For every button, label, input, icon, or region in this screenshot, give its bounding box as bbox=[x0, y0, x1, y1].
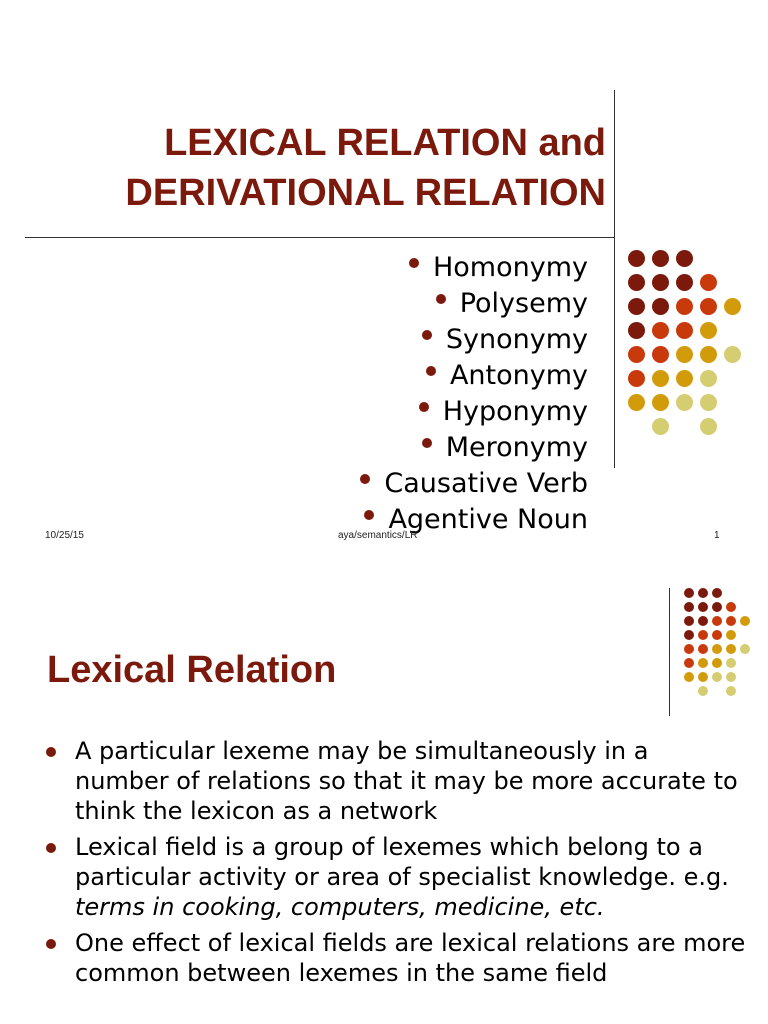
title-divider bbox=[25, 237, 615, 238]
decorative-dot bbox=[676, 274, 693, 291]
decorative-dot bbox=[684, 630, 694, 640]
topic-item: Agentive Noun bbox=[360, 502, 588, 538]
decorative-dot bbox=[652, 322, 669, 339]
decorative-dot bbox=[652, 346, 669, 363]
decorative-dot bbox=[676, 394, 693, 411]
decorative-dot bbox=[676, 346, 693, 363]
decorative-dot bbox=[698, 658, 708, 668]
title-line-2: DERIVATIONAL RELATION bbox=[125, 172, 606, 214]
decorative-dot bbox=[726, 658, 736, 668]
decorative-dot bbox=[684, 616, 694, 626]
decorative-dot bbox=[726, 602, 736, 612]
bullet-icon bbox=[46, 747, 56, 757]
slide-2-title: Lexical Relation bbox=[47, 649, 337, 691]
decorative-dot bbox=[684, 602, 694, 612]
decorative-dot bbox=[700, 394, 717, 411]
decorative-dot bbox=[652, 394, 669, 411]
decorative-dot bbox=[698, 672, 708, 682]
decorative-dot bbox=[724, 346, 741, 363]
decorative-dot bbox=[698, 630, 708, 640]
decorative-dot bbox=[676, 370, 693, 387]
footer-date: 10/25/15 bbox=[45, 530, 84, 541]
decorative-dot bbox=[712, 588, 722, 598]
decorative-dot bbox=[676, 298, 693, 315]
bullet-icon bbox=[436, 294, 446, 304]
bullet-icon bbox=[46, 843, 56, 853]
bullet-point: One effect of lexical fields are lexical relations are more common between lexemes in the same field bbox=[46, 928, 746, 988]
bullet-icon bbox=[426, 366, 436, 376]
title-line-1: LEXICAL RELATION and bbox=[164, 122, 606, 164]
decorative-dot bbox=[700, 418, 717, 435]
bullet-icon bbox=[46, 939, 56, 949]
decorative-dot bbox=[684, 588, 694, 598]
decorative-dot bbox=[726, 644, 736, 654]
bullet-icon bbox=[409, 258, 419, 268]
decorative-dot bbox=[698, 588, 708, 598]
topic-item: Homonymy bbox=[360, 250, 588, 286]
decorative-dot bbox=[726, 672, 736, 682]
topic-item: Meronymy bbox=[360, 430, 588, 466]
decorative-dot bbox=[684, 644, 694, 654]
decorative-dot bbox=[628, 298, 645, 315]
topic-item: Antonymy bbox=[360, 358, 588, 394]
topic-item: Hyponymy bbox=[360, 394, 588, 430]
decorative-dot bbox=[700, 370, 717, 387]
decorative-dot bbox=[698, 686, 708, 696]
footer-source: aya/semantics/LR bbox=[338, 530, 418, 541]
bullet-icon bbox=[360, 474, 370, 484]
bullet-icon bbox=[419, 402, 429, 412]
decorative-dot bbox=[712, 630, 722, 640]
topic-item: Synonymy bbox=[360, 322, 588, 358]
decorative-dot bbox=[712, 602, 722, 612]
bullet-point: A particular lexeme may be simultaneously in a number of relations so that it may be more accurate to think the lexicon as a network bbox=[46, 736, 746, 826]
decorative-dot bbox=[700, 274, 717, 291]
topic-list bbox=[360, 250, 588, 538]
decorative-dot bbox=[698, 602, 708, 612]
decorative-dot bbox=[628, 346, 645, 363]
vertical-divider bbox=[669, 588, 670, 716]
slide-1-title bbox=[26, 118, 606, 218]
decorative-dot bbox=[676, 250, 693, 267]
decorative-dot bbox=[698, 616, 708, 626]
decorative-dot bbox=[628, 250, 645, 267]
decorative-dot bbox=[740, 616, 750, 626]
topic-item: Polysemy bbox=[360, 286, 588, 322]
decorative-dot bbox=[724, 298, 741, 315]
slide-2 bbox=[0, 556, 768, 1024]
decorative-dot bbox=[712, 616, 722, 626]
decorative-dot bbox=[652, 274, 669, 291]
bullet-icon bbox=[364, 510, 374, 520]
decorative-dot bbox=[698, 644, 708, 654]
decorative-dot bbox=[726, 630, 736, 640]
decorative-dot bbox=[684, 658, 694, 668]
decorative-dot bbox=[726, 686, 736, 696]
bullet-point: Lexical field is a group of lexemes which belong to a particular activity or area of specialist knowledge. e.g. terms in cooking, computers, medicine, etc. bbox=[46, 832, 746, 922]
decorative-dot-grid bbox=[684, 588, 754, 698]
decorative-dot bbox=[676, 322, 693, 339]
topic-item: Causative Verb bbox=[360, 466, 588, 502]
decorative-dot bbox=[628, 394, 645, 411]
decorative-dot-grid bbox=[628, 250, 748, 440]
bullet-list bbox=[46, 736, 746, 994]
decorative-dot bbox=[700, 346, 717, 363]
decorative-dot bbox=[712, 658, 722, 668]
decorative-dot bbox=[652, 250, 669, 267]
decorative-dot bbox=[652, 418, 669, 435]
bullet-icon bbox=[422, 438, 432, 448]
decorative-dot bbox=[652, 298, 669, 315]
decorative-dot bbox=[684, 672, 694, 682]
decorative-dot bbox=[652, 370, 669, 387]
decorative-dot bbox=[628, 322, 645, 339]
decorative-dot bbox=[712, 644, 722, 654]
vertical-divider bbox=[614, 90, 615, 468]
decorative-dot bbox=[712, 672, 722, 682]
bullet-icon bbox=[422, 330, 432, 340]
decorative-dot bbox=[740, 644, 750, 654]
decorative-dot bbox=[700, 322, 717, 339]
decorative-dot bbox=[628, 274, 645, 291]
decorative-dot bbox=[726, 616, 736, 626]
footer-page-number: 1 bbox=[714, 530, 720, 541]
decorative-dot bbox=[700, 298, 717, 315]
decorative-dot bbox=[628, 370, 645, 387]
